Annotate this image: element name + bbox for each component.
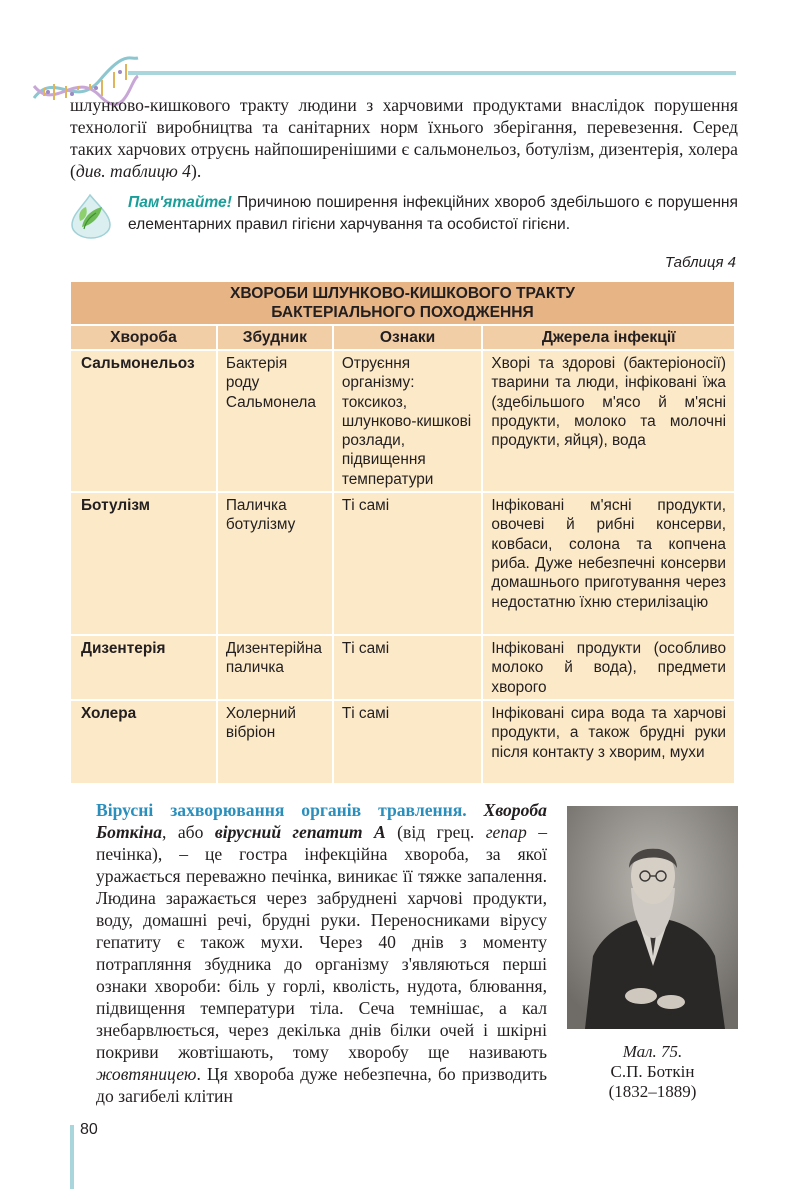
- table-reference: див. таблицю 4: [75, 161, 191, 181]
- diseases-table: [69, 280, 736, 785]
- section-heading: Вірусні захворювання органів травлення.: [96, 800, 467, 820]
- figure-name: С.П. Боткін: [610, 1062, 695, 1081]
- figure-caption: [567, 1042, 738, 1102]
- table-row: [70, 350, 735, 492]
- remember-note: [128, 192, 738, 236]
- term-hepatitis: вірусний гепатит А: [214, 822, 386, 842]
- signs-cell: Ті самі: [333, 635, 483, 700]
- table-row: [70, 635, 735, 700]
- section-text: – печінка), – це гостра інфекційна хвороба, за якої уражається переважно печінка, виникає її тяжке запалення. Людина заражається через забруднені харчові продукти, воду, домашні речі, брудні руки. Переносниками вірусу гепатиту є також мухи. Через 40 днів з моменту потрапляння збудника до організму з'являються перші ознаки хвороби: біль у горлі, кволість, нудота, блювання, підвищення температури тіла. Сеча темнішає, а кал знебарвлюється, через декілька днів білки очей і шкірні покриви жовтішають, тому хворобу ще називають: [96, 822, 547, 1062]
- footer-rule: [70, 1125, 74, 1189]
- agent-cell: Дизентерійна паличка: [217, 635, 333, 700]
- page-number: 80: [80, 1121, 98, 1138]
- term-jaundice: жовтяницею: [96, 1064, 197, 1084]
- agent-cell: Бактерія роду Сальмонела: [217, 350, 333, 492]
- table-row: [70, 700, 735, 784]
- column-header: Збудник: [217, 325, 333, 350]
- signs-cell: Ті самі: [333, 700, 483, 784]
- table-title: [70, 281, 735, 325]
- sources-cell: Інфіковані м'ясні продукти, овочеві й рибні консерви, ковбаси, солона та копчена риба. Дуже небезпечні консерви домашнього приготування через недостатню їхню стерилізацію: [482, 492, 735, 635]
- intro-text-end: ).: [190, 161, 202, 181]
- intro-text: шлунково-кишкового тракту людини з харчовими продуктами внаслідок порушення технології виробництва та санітарних норм їхнього зберігання, перевезення. Серед таких харчових отруєнь найпоширенішими є сальмонельоз, ботулізм, дизентерія, холера (: [70, 95, 738, 181]
- leaf-drop-icon: [70, 193, 112, 239]
- section-text: , або: [162, 822, 215, 842]
- sources-cell: Хворі та здорові (бактеріоносії) тварини та люди, інфіковані їжа (здебільшого м'ясо й м'ясні продукти, молоко та молочні продукти, яйця), вода: [482, 350, 735, 492]
- disease-cell: Сальмонельоз: [70, 350, 217, 492]
- sources-cell: Інфіковані продукти (особливо молоко й вода), предмети хворого: [482, 635, 735, 700]
- figure-years: (1832–1889): [608, 1082, 697, 1101]
- column-header: Ознаки: [333, 325, 483, 350]
- section-text: . Ця хвороба дуже небезпечна, бо призводить до загибелі клітин: [96, 1064, 547, 1106]
- intro-paragraph: [70, 94, 738, 182]
- remember-text: Причиною поширення інфекційних хвороб здебільшого є порушення елементарних правил гігієни харчування та особистої гігієни.: [128, 194, 738, 233]
- table-title-line1: ХВОРОБИ ШЛУНКОВО-КИШКОВОГО ТРАКТУ: [230, 285, 575, 302]
- agent-cell: Холерний вібріон: [217, 700, 333, 784]
- disease-cell: Холера: [70, 700, 217, 784]
- remember-lead: Пам'ятайте!: [128, 194, 232, 211]
- table-title-line2: БАКТЕРІАЛЬНОГО ПОХОДЖЕННЯ: [271, 304, 534, 321]
- disease-cell: Дизентерія: [70, 635, 217, 700]
- table-row: [70, 492, 735, 635]
- table-caption: Таблиця 4: [664, 254, 736, 271]
- portrait-image: [567, 806, 738, 1029]
- sources-cell: Інфіковані сира вода та харчові продукти, а також брудні руки після контакту з хворим, мухи: [482, 700, 735, 784]
- column-header: Хвороба: [70, 325, 217, 350]
- signs-cell: Ті самі: [333, 492, 483, 635]
- term-greek: гепар: [485, 822, 527, 842]
- signs-cell: Отруєння організму: токсикоз, шлунково-кишкові розлади, підвищення температури: [333, 350, 483, 492]
- column-header: Джерела інфекції: [482, 325, 735, 350]
- term-botkin: Хвороба Боткіна: [96, 800, 547, 842]
- disease-cell: Ботулізм: [70, 492, 217, 635]
- section-text: (від грец.: [385, 822, 486, 842]
- hepatitis-paragraph: [96, 799, 547, 1107]
- agent-cell: Паличка ботулізму: [217, 492, 333, 635]
- header-rule: [128, 71, 736, 75]
- figure-label: Мал. 75.: [622, 1042, 683, 1061]
